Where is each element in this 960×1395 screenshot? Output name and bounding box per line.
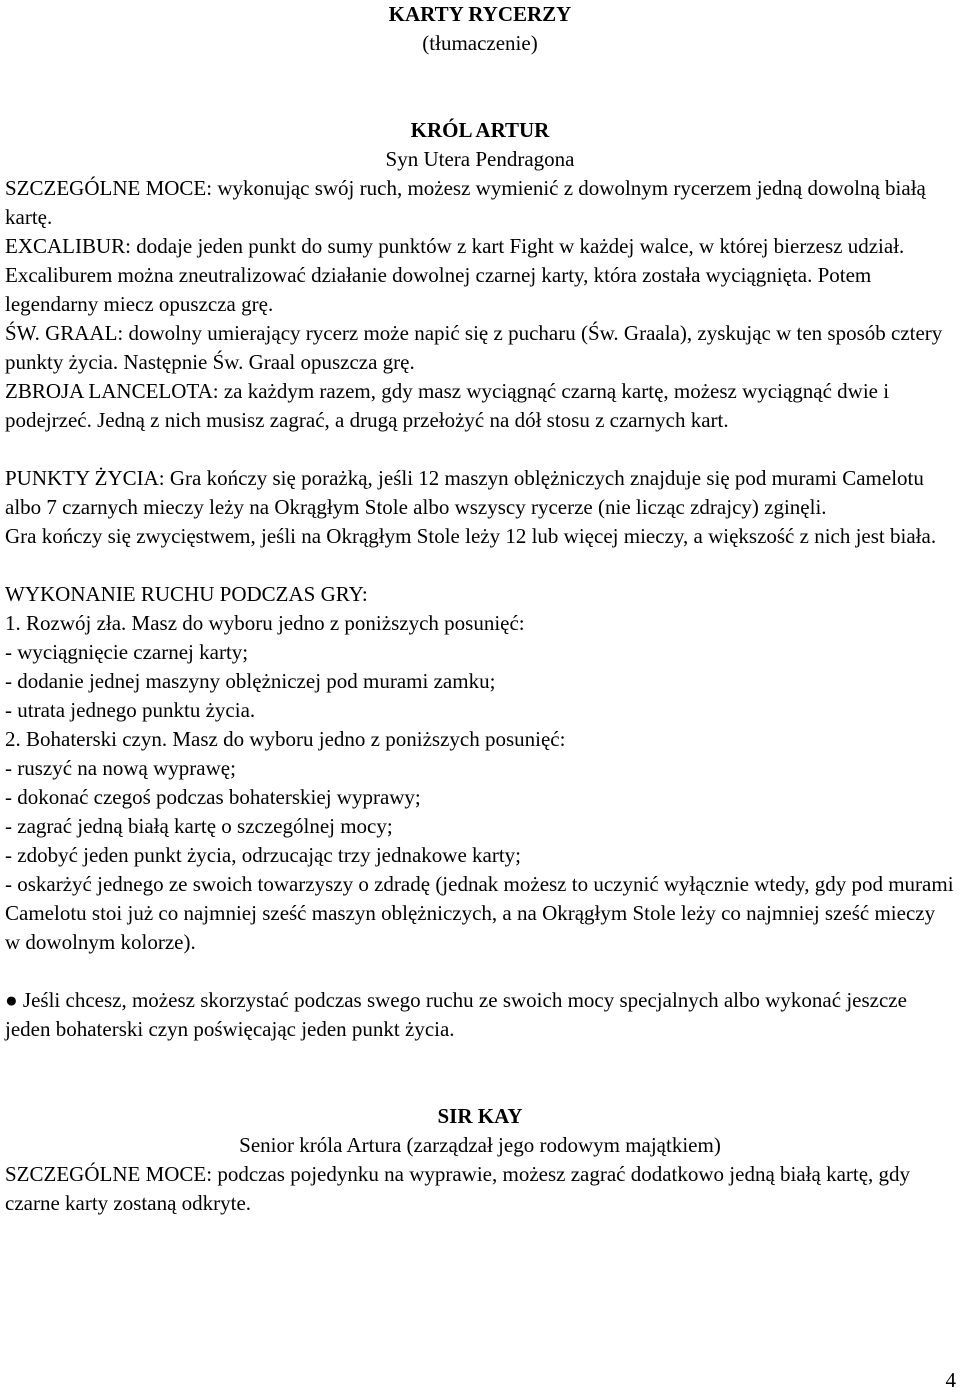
character-subtitle-arthur: Syn Utera Pendragona — [385, 147, 575, 171]
section-moves — [5, 580, 955, 1044]
list-item: - oskarżyć jednego ze swoich towarzyszy o zdradę (jednak możesz to uczynić wyłącznie wtedy, gdy pod murami Camelotu stoi już co najmniej sześć maszyn oblężniczych, a na Okrągłym Stole leży co najmniej sześć mieczy w dowolnym kolorze). — [5, 872, 954, 954]
life-points-paragraph: PUNKTY ŻYCIA: Gra kończy się porażką, jeśli 12 maszyn oblężniczych znajduje się pod murami Camelotu albo 7 czarnych mieczy leży na Okrągłym Stole albo wszyscy rycerze (nie licząc zdrajcy) zginęli. — [5, 466, 924, 519]
section-krol-artur — [5, 116, 955, 435]
victory-paragraph: Gra kończy się zwycięstwem, jeśli na Okrągłym Stole leży 12 lub więcej mieczy, a większość z nich jest biała. — [5, 524, 937, 548]
arthur-armor: ZBROJA LANCELOTA: za każdym razem, gdy masz wyciągnąć czarną kartę, możesz wyciągnąć dwie i podejrzeć. Jedną z nich musisz zagrać, a drugą przełożyć na dół stosu z czarnych kart. — [5, 379, 890, 432]
arthur-excalibur: EXCALIBUR: dodaje jeden punkt do sumy punktów z kart Fight w każdej walce, w której bierzesz udział. Excaliburem można zneutralizować działanie dowolnej czarnej karty, która została wyciągnięta. Potem legendarny miecz opuszcza grę. — [5, 234, 905, 316]
bullet-note: ● Jeśli chcesz, możesz skorzystać podczas swego ruchu ze swoich mocy specjalnych albo wykonać jeszcze jeden bohaterski czyn poświęcając jeden punkt życia. — [5, 988, 907, 1041]
list-item: - ruszyć na nową wyprawę; — [5, 756, 236, 780]
document-subtitle: (tłumaczenie) — [422, 31, 538, 55]
list-item: - zagrać jedną białą kartę o szczególnej mocy; — [5, 814, 393, 838]
character-subtitle-kay: Senior króla Artura (zarządzał jego rodowym majątkiem) — [239, 1133, 721, 1157]
list-item: - dokonać czegoś podczas bohaterskiej wyprawy; — [5, 785, 421, 809]
step-2-heading: 2. Bohaterski czyn. Masz do wyboru jedno z poniższych posunięć: — [5, 727, 566, 751]
page-content — [5, 0, 955, 1218]
list-item: - utrata jednego punktu życia. — [5, 698, 256, 722]
list-item: - zdobyć jeden punkt życia, odrzucając trzy jednakowe karty; — [5, 843, 522, 867]
arthur-graal: ŚW. GRAAL: dowolny umierający rycerz może napić się z pucharu (Św. Graala), zyskując w ten sposób cztery punkty życia. Następnie Św. Graal opuszcza grę. — [5, 321, 943, 374]
arthur-powers: SZCZEGÓLNE MOCE: wykonując swój ruch, możesz wymienić z dowolnym rycerzem jedną dowolną białą kartę. — [5, 176, 926, 229]
moves-heading: WYKONANIE RUCHU PODCZAS GRY: — [5, 582, 368, 606]
character-name-arthur: KRÓL ARTUR — [410, 118, 550, 142]
list-item: - dodanie jednej maszyny oblężniczej pod murami zamku; — [5, 669, 496, 693]
section-life-points — [5, 464, 955, 551]
kay-powers: SZCZEGÓLNE MOCE: podczas pojedynku na wyprawie, możesz zagrać dodatkowo jedną białą kartę, gdy czarne karty zostaną odkryte. — [5, 1162, 911, 1215]
page-number: 4 — [945, 1368, 956, 1392]
section-sir-kay — [5, 1102, 955, 1218]
document-title: KARTY RYCERZY — [388, 2, 572, 26]
character-name-kay: SIR KAY — [437, 1104, 523, 1128]
list-item: - wyciągnięcie czarnej karty; — [5, 640, 249, 664]
step-1-heading: 1. Rozwój zła. Masz do wyboru jedno z poniższych posunięć: — [5, 611, 525, 635]
